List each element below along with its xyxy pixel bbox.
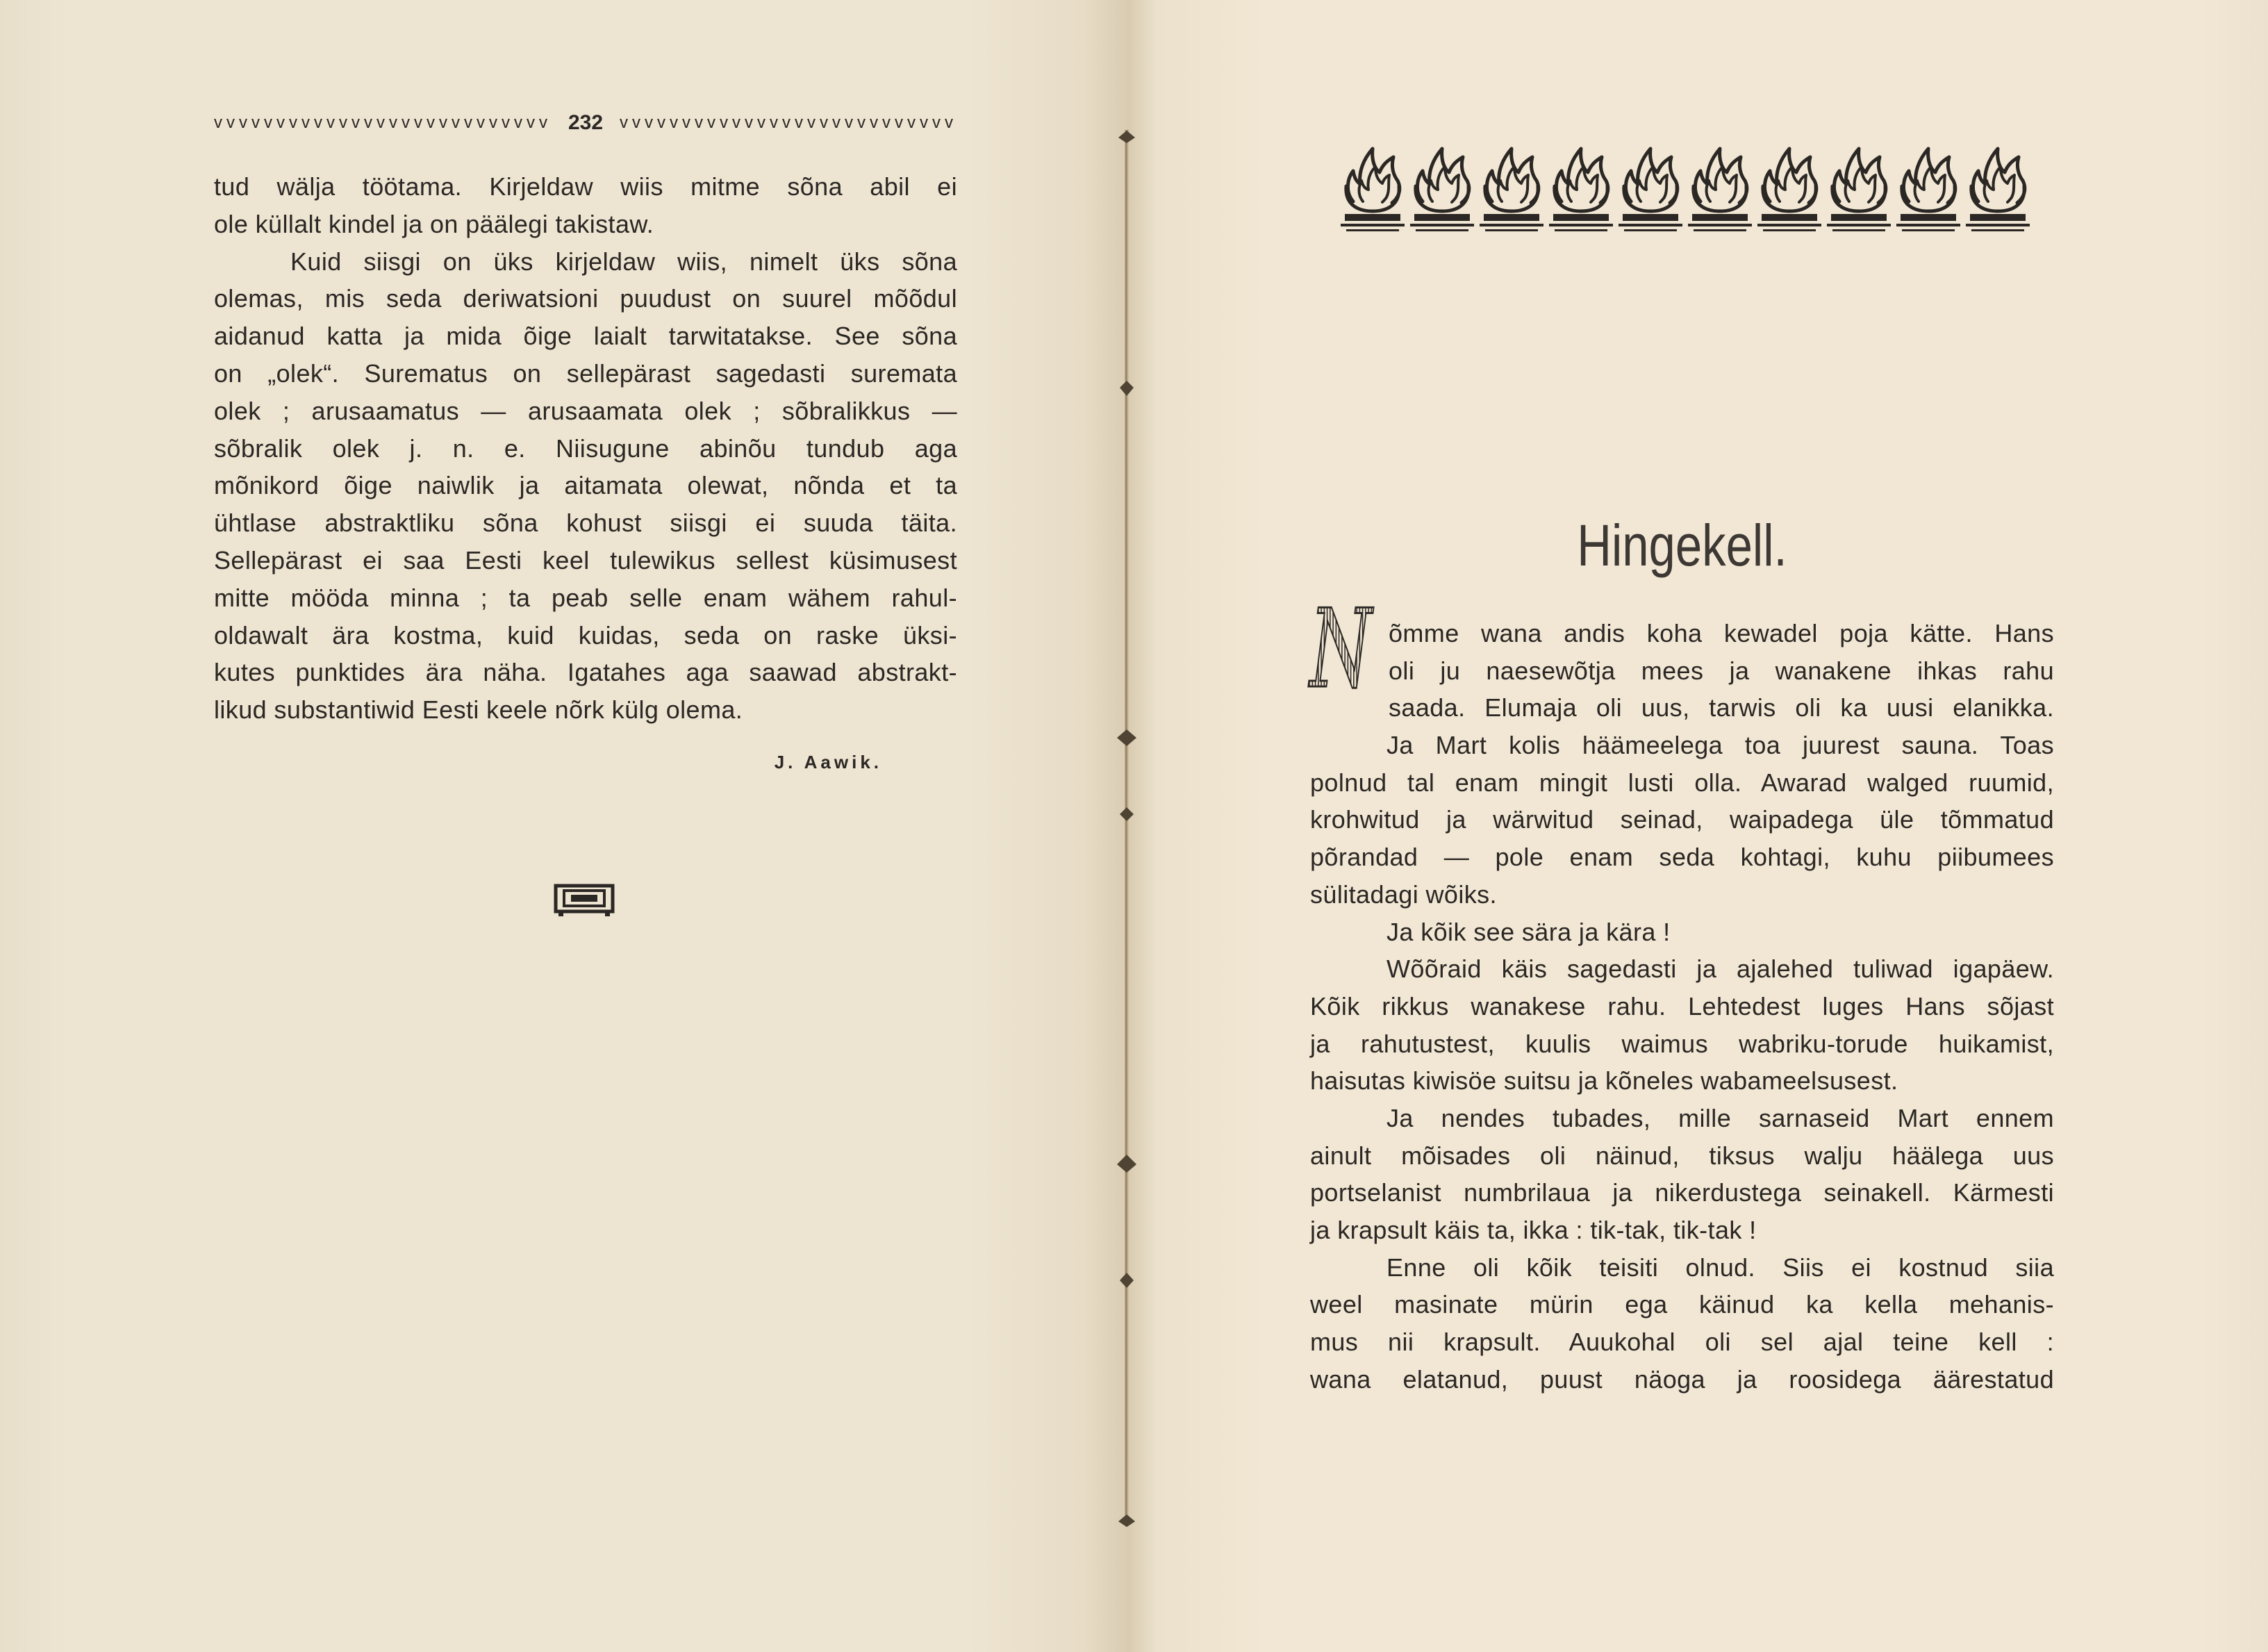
body-text-line: sülitadagi wõiks. [1310,879,1497,909]
flame-ornament-icon [1896,149,1960,231]
author-signature: J. Aawik. [774,752,882,773]
body-text-line: Enne oli kõik teisiti olnud. Siis ei kostnud siia [1387,1253,2054,1282]
left-text-column [214,168,957,729]
header-ornament-left: vvvvvvvvvvvvvvvvvvvvvvvvvvv [214,113,552,132]
body-text-line: ainult mõisades oli näinud, tiksus walju häälega uus [1310,1141,2054,1170]
binding-knot [1117,1155,1136,1173]
body-text-line: olemas, mis seda deriwatsioni puudust on suurel mõõdul [214,284,957,313]
binding-knot [1120,807,1134,821]
right-text-column [1310,615,2054,1398]
body-text-line: weel masinate mürin ega käinud ka kella mehanis- [1310,1290,2054,1319]
story-title-text: Hingekell. [1577,513,1787,578]
flame-ornament-icon [1341,149,1405,231]
body-text-line: ja krapsult käis ta, ikka : tik-tak, tik-tak ! [1310,1216,1757,1244]
body-text-line: mitte mööda minna ; ta peab selle enam wähem rahul- [214,583,957,612]
body-text-line: krohwitud ja wärwitud seinad, waipadega üle tõmmatud [1310,805,2054,834]
body-text-line: Ja Mart kolis häämeelega toa juurest sauna. Toas [1387,731,2054,760]
flame-ornament-icon [1688,149,1752,231]
flame-ornament-icon [1410,149,1474,231]
binding-knot [1118,1514,1135,1527]
box-ornament-icon [554,884,615,917]
book-spine [1104,0,1153,1652]
body-text-line: oli ju naesewõtja mees ja wanakene ihkas rahu [1389,656,2054,685]
body-text-line: põrandad — pole enam seda kohtagi, kuhu piibumees [1310,843,2054,872]
body-text-line: likud substantiwid Eesti keele nõrk külg olema. [214,695,743,725]
body-text-line: sõbralik olek j. n. e. Niisugune abinõu tundub aga [214,433,957,463]
body-text-line: aidanud katta ja mida õige laialt tarwitatakse. See sõna [214,322,957,351]
body-text-line: ja rahutustest, kuulis waimus wabriku-torude huikamist, [1310,1029,2054,1058]
body-text-line: wana elatanud, puust näoga ja roosidega äärestatud [1310,1364,2054,1394]
body-text-line: Wõõraid käis sagedasti ja ajalehed tuliwad igapäew. [1387,955,2054,984]
flame-ornament-icon [1619,149,1682,231]
body-text-line: mus nii krapsult. Auukohal oli sel ajal teine kell : [1310,1328,2054,1357]
body-text-line: Sellepärast ei saa Eesti keel tulewikus sellest küsimusest [214,545,957,575]
binding-knot [1120,381,1134,396]
flame-ornament-icon [1549,149,1613,231]
body-text-line: Kõik rikkus wanakese rahu. Lehtedest luges Hans sõjast [1310,991,2054,1021]
flame-ornament-icon [1966,149,2030,231]
binding-knot [1120,1273,1134,1288]
drop-cap-letter: N [1309,596,1372,693]
body-text-line: tud wälja töötama. Kirjeldaw wiis mitme sõna abil ei [214,172,957,201]
body-text-line: ühtlase abstraktliku sõna kohust siisgi ei suuda täita. [214,509,957,538]
body-text-line: mõnikord õige naiwlik ja aitamata olewat, nõnda et ta [214,471,957,500]
header-ornament-right: vvvvvvvvvvvvvvvvvvvvvvvvvvv [620,113,957,132]
binding-knot [1117,729,1136,746]
body-text-line: Kuid siisgi on üks kirjeldaw wiis, nimelt üks sõna [290,247,957,276]
body-text-line: haisutas kiwisöe suitsu ja kõneles wabameelsusest. [1310,1066,1898,1096]
body-text-line: polnud tal enam mingit lusti olla. Awarad walged ruumid, [1310,768,2054,797]
story-title [1310,511,2054,580]
body-text-line: olek ; arusaamatus — arusaamata olek ; sõbralikkus — [214,396,957,425]
body-text-line: Ja nendes tubades, mille sarnaseid Mart ennem [1387,1103,2054,1132]
flame-ornament-icon [1757,149,1821,231]
page-number: 232 [568,111,604,134]
head-ornament-row [1338,144,2033,235]
body-text-line: õmme wana andis koha kewadel poja kätte. Hans [1389,619,2054,647]
body-text-line: portselanist numbrilaua ja nikerdustega seinakell. Kärmesti [1310,1178,2054,1207]
body-text-line: Ja kõik see sära ja kära ! [1387,917,1671,946]
body-text-line: ole küllalt kindel ja on päälegi takistaw. [214,209,654,238]
body-text-line: saada. Elumaja oli uus, tarwis oli ka uusi elanikka. [1389,693,2054,722]
running-header [214,109,957,137]
binding-knot [1118,131,1135,143]
body-text-line: oldawalt ära kostma, kuid kuidas, seda on raske üksi- [214,620,957,650]
flame-ornament-icon [1480,149,1543,231]
body-text-line: on „olek“. Surematus on sellepärast sagedasti suremata [214,358,957,388]
flame-ornament-icon [1827,149,1891,231]
body-text-line: kutes punktides ära näha. Igatahes aga saawad abstrakt- [214,658,957,687]
